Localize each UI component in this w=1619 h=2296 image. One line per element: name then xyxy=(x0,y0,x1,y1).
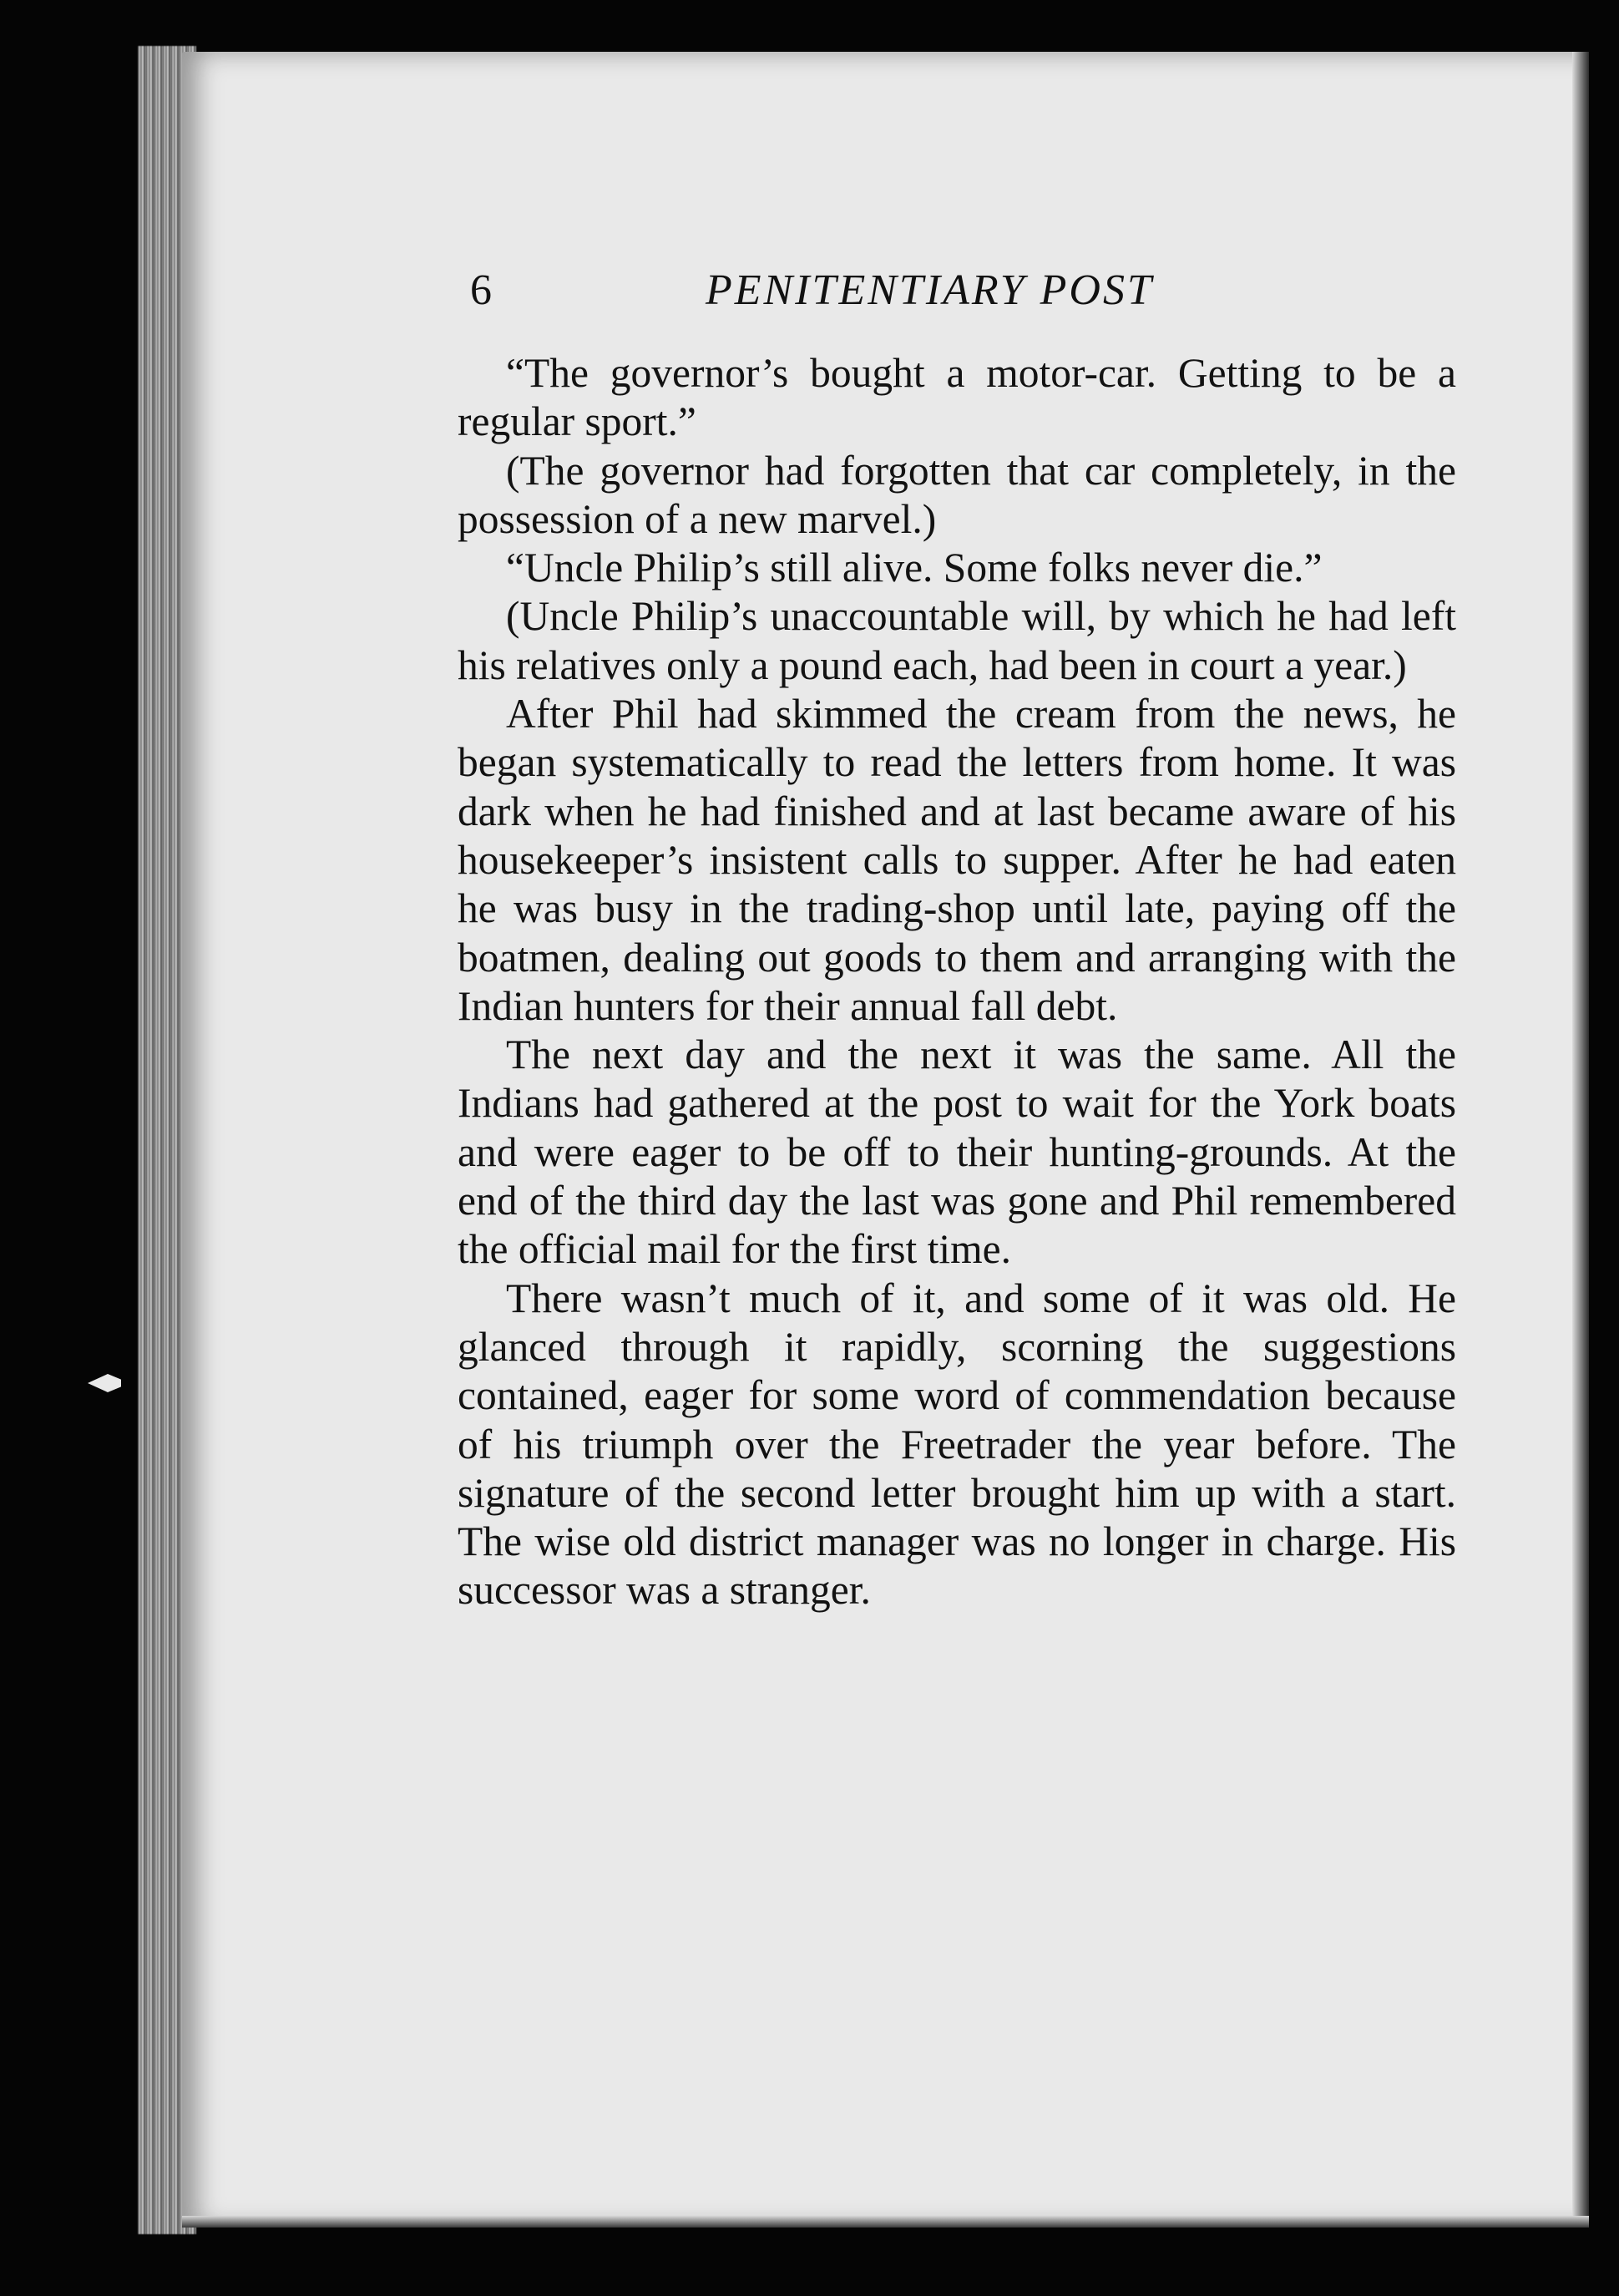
paragraph: There wasn’t much of it, and some of it was old. He glanced through it rapidly, scorning the suggestions contained, eager for some word of commendation because of his triumph over the Freetrader the year before. The signature of the second letter brought him up with a start. The wise old district manager was no longer in charge. His successor was a stranger. xyxy=(458,1275,1456,1614)
body-text xyxy=(458,349,1456,1615)
page-right-edge xyxy=(1572,52,1589,2228)
paragraph: After Phil had skimmed the cream from the news, he began systematically to read the letters from home. It was dark when he had finished and at last became aware of his housekeeper’s insistent calls to supper. After he had eaten he was busy in the trading-shop until late, paying off the boatmen, dealing out goods to them and arranging with the Indian hunters for their annual fall debt. xyxy=(458,691,1456,1029)
paragraph: (The governor had forgotten that car completely, in the possession of a new marvel.) xyxy=(458,447,1456,542)
page-bottom-edge xyxy=(182,2216,1589,2228)
page-number: 6 xyxy=(470,266,492,314)
paragraph: The next day and the next it was the same. All the Indians had gathered at the post to wait for the York boats and were eager to be off to their hunting-grounds. At the end of the third day the last was gone and Phil remembered the official mail for the first time. xyxy=(458,1031,1456,1273)
paragraph: (Uncle Philip’s unaccountable will, by which he had left his relatives only a pound each, had been in court a year.) xyxy=(458,593,1456,688)
running-head xyxy=(470,266,1455,324)
paragraph: “The governor’s bought a motor-car. Getting to be a regular sport.” xyxy=(458,350,1456,445)
paragraph: “Uncle Philip’s still alive. Some folks never die.” xyxy=(506,545,1323,591)
page-nick xyxy=(88,1374,121,1392)
running-title: PENITENTIARY POST xyxy=(706,266,1154,314)
